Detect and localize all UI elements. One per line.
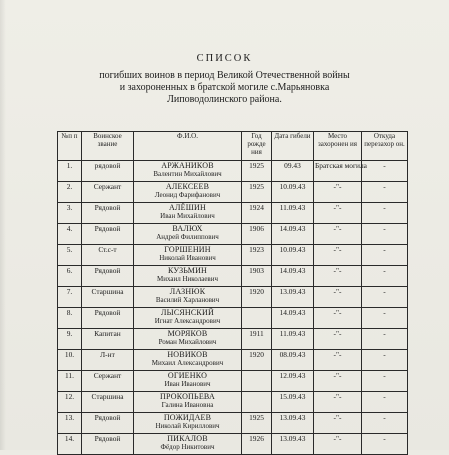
full-name-cell bbox=[134, 245, 242, 266]
row-number-cell: 3. bbox=[58, 203, 82, 224]
given-and-patronymic: Михаил Николаевич bbox=[156, 275, 218, 283]
table-row bbox=[58, 350, 408, 371]
full-name-cell bbox=[134, 224, 242, 245]
reburied-from-cell: - bbox=[362, 287, 408, 308]
burial-place-cell: -"- bbox=[314, 413, 362, 434]
table-row bbox=[58, 203, 408, 224]
birth-year-cell bbox=[242, 308, 272, 329]
table-row bbox=[58, 287, 408, 308]
document-subtitle-line-3: Липоводолинского района. bbox=[167, 94, 282, 105]
death-date-cell: 09.43 bbox=[272, 161, 314, 182]
given-and-patronymic: Андрей Филиппович bbox=[156, 233, 219, 241]
burial-place-cell: -"- bbox=[314, 434, 362, 455]
surname: ВАЛЮХ bbox=[172, 224, 203, 233]
table-row bbox=[58, 266, 408, 287]
given-and-patronymic: Николай Иванович bbox=[159, 254, 216, 262]
reburied-from-cell: - bbox=[362, 434, 408, 455]
surname: ГОРШЕНИН bbox=[164, 245, 211, 254]
table-row bbox=[58, 329, 408, 350]
birth-year-cell: 1924 bbox=[242, 203, 272, 224]
burial-place-cell: -"- bbox=[314, 287, 362, 308]
table-row bbox=[58, 371, 408, 392]
header-number: №п п bbox=[58, 132, 82, 161]
surname: НОВИКОВ bbox=[167, 350, 208, 359]
table-row bbox=[58, 308, 408, 329]
reburied-from-cell: - bbox=[362, 182, 408, 203]
burial-place-cell: -"- bbox=[314, 266, 362, 287]
full-name-cell bbox=[134, 329, 242, 350]
table-row bbox=[58, 182, 408, 203]
row-number-cell: 4. bbox=[58, 224, 82, 245]
surname: ПРОКОПЬЕВА bbox=[160, 392, 215, 401]
reburied-from-cell: - bbox=[362, 308, 408, 329]
header-reburied-from: Откуда перезахор он. bbox=[362, 132, 408, 161]
surname: АРЖАНИКОВ bbox=[161, 161, 214, 170]
birth-year-cell: 1920 bbox=[242, 350, 272, 371]
header-death-date: Дата гибели bbox=[272, 132, 314, 161]
death-date-cell: 13.09.43 bbox=[272, 413, 314, 434]
surname: АЛЁШИН bbox=[169, 203, 206, 212]
burial-place-cell: Братская могила bbox=[314, 161, 362, 182]
table-row bbox=[58, 245, 408, 266]
rank-cell: Рядовой bbox=[82, 266, 134, 287]
full-name-cell bbox=[134, 266, 242, 287]
rank-cell: Капитан bbox=[82, 329, 134, 350]
death-date-cell: 14.09.43 bbox=[272, 308, 314, 329]
burial-place-cell: -"- bbox=[314, 224, 362, 245]
given-and-patronymic: Иван Иванович bbox=[164, 380, 211, 388]
death-date-cell: 14.09.43 bbox=[272, 266, 314, 287]
table-row bbox=[58, 161, 408, 182]
death-date-cell: 14.09.43 bbox=[272, 224, 314, 245]
row-number-cell: 13. bbox=[58, 413, 82, 434]
given-and-patronymic: Фёдор Никитович bbox=[160, 443, 215, 451]
rank-cell: Ст.с-т bbox=[82, 245, 134, 266]
row-number-cell: 6. bbox=[58, 266, 82, 287]
birth-year-cell bbox=[242, 371, 272, 392]
header-birth-year: Год рожде ния bbox=[242, 132, 272, 161]
reburied-from-cell: - bbox=[362, 161, 408, 182]
given-and-patronymic: Валентин Михайлович bbox=[153, 170, 222, 178]
rank-cell: Л-нт bbox=[82, 350, 134, 371]
surname: АЛЕКСЕЕВ bbox=[165, 182, 210, 191]
rank-cell: Рядовой bbox=[82, 203, 134, 224]
table-row bbox=[58, 413, 408, 434]
rank-cell: Старшина bbox=[82, 287, 134, 308]
reburied-from-cell: - bbox=[362, 413, 408, 434]
document-subtitle-line-2: и захороненных в братской могиле с.Марьяновка bbox=[119, 82, 330, 93]
given-and-patronymic: Михаил Александрович bbox=[151, 359, 224, 367]
given-and-patronymic: Николай Кириллович bbox=[155, 422, 220, 430]
given-and-patronymic: Леонид Фарифанович bbox=[154, 191, 221, 199]
rank-cell: рядовой bbox=[82, 161, 134, 182]
table-row bbox=[58, 224, 408, 245]
death-date-cell: 10.09.43 bbox=[272, 245, 314, 266]
rank-cell: Старшина bbox=[82, 392, 134, 413]
reburied-from-cell: - bbox=[362, 350, 408, 371]
reburied-from-cell: - bbox=[362, 224, 408, 245]
row-number-cell: 1. bbox=[58, 161, 82, 182]
row-number-cell: 11. bbox=[58, 371, 82, 392]
reburied-from-cell: - bbox=[362, 392, 408, 413]
table-row bbox=[58, 434, 408, 455]
burial-place-cell: -"- bbox=[314, 245, 362, 266]
reburied-from-cell: - bbox=[362, 371, 408, 392]
surname: ЛЫСЯНСКИЙ bbox=[161, 308, 214, 317]
birth-year-cell: 1925 bbox=[242, 161, 272, 182]
birth-year-cell: 1911 bbox=[242, 329, 272, 350]
given-and-patronymic: Игнат Александрович bbox=[154, 317, 221, 325]
reburied-from-cell: - bbox=[362, 245, 408, 266]
rank-cell: Рядовой bbox=[82, 434, 134, 455]
row-number-cell: 12. bbox=[58, 392, 82, 413]
burial-list-table bbox=[57, 131, 408, 455]
burial-place-cell: -"- bbox=[314, 392, 362, 413]
row-number-cell: 10. bbox=[58, 350, 82, 371]
burial-place-cell: -"- bbox=[314, 350, 362, 371]
header-burial-place: Место захоронен ия bbox=[314, 132, 362, 161]
burial-place-cell: -"- bbox=[314, 308, 362, 329]
header-rank: Воинское звание bbox=[82, 132, 134, 161]
page-edge-shadow bbox=[0, 0, 6, 450]
surname: ОГИЕНКО bbox=[167, 371, 208, 380]
header-full-name: Ф.И.О. bbox=[134, 132, 242, 161]
row-number-cell: 7. bbox=[58, 287, 82, 308]
rank-cell: Рядовой bbox=[82, 308, 134, 329]
death-date-cell: 11.09.43 bbox=[272, 329, 314, 350]
birth-year-cell: 1906 bbox=[242, 224, 272, 245]
rank-cell: Сержант bbox=[82, 182, 134, 203]
document-title: СПИСОК bbox=[196, 53, 253, 64]
birth-year-cell: 1923 bbox=[242, 245, 272, 266]
surname: КУЗЬМИН bbox=[167, 266, 208, 275]
birth-year-cell: 1926 bbox=[242, 434, 272, 455]
surname: ПОЖИДАЕВ bbox=[163, 413, 212, 422]
given-and-patronymic: Галина Ивановна bbox=[161, 401, 214, 409]
rank-cell: Сержант bbox=[82, 371, 134, 392]
birth-year-cell: 1925 bbox=[242, 182, 272, 203]
full-name-cell bbox=[134, 371, 242, 392]
row-number-cell: 9. bbox=[58, 329, 82, 350]
burial-place-cell: -"- bbox=[314, 371, 362, 392]
table-row bbox=[58, 392, 408, 413]
birth-year-cell: 1925 bbox=[242, 413, 272, 434]
surname: МОРЯКОВ bbox=[167, 329, 208, 338]
given-and-patronymic: Василий Харланович bbox=[155, 296, 220, 304]
burial-place-cell: -"- bbox=[314, 182, 362, 203]
birth-year-cell bbox=[242, 392, 272, 413]
burial-place-cell: -"- bbox=[314, 203, 362, 224]
row-number-cell: 5. bbox=[58, 245, 82, 266]
death-date-cell: 08.09.43 bbox=[272, 350, 314, 371]
full-name-cell bbox=[134, 287, 242, 308]
death-date-cell: 11.09.43 bbox=[272, 203, 314, 224]
full-name-cell bbox=[134, 392, 242, 413]
death-date-cell: 13.09.43 bbox=[272, 287, 314, 308]
full-name-cell bbox=[134, 434, 242, 455]
rank-cell: Рядовой bbox=[82, 413, 134, 434]
given-and-patronymic: Иван Михайлович bbox=[160, 212, 215, 220]
row-number-cell: 2. bbox=[58, 182, 82, 203]
full-name-cell bbox=[134, 182, 242, 203]
given-and-patronymic: Роман Михайлович bbox=[158, 338, 217, 346]
table-header-row bbox=[58, 132, 408, 161]
surname: ПИКАЛОВ bbox=[167, 434, 208, 443]
death-date-cell: 13.09.43 bbox=[272, 434, 314, 455]
full-name-cell bbox=[134, 308, 242, 329]
burial-place-cell: -"- bbox=[314, 329, 362, 350]
birth-year-cell: 1920 bbox=[242, 287, 272, 308]
reburied-from-cell: - bbox=[362, 266, 408, 287]
birth-year-cell: 1903 bbox=[242, 266, 272, 287]
full-name-cell bbox=[134, 203, 242, 224]
document-subtitle-line-1: погибших воинов в период Великой Отечественной войны bbox=[99, 70, 350, 81]
reburied-from-cell: - bbox=[362, 203, 408, 224]
row-number-cell: 14. bbox=[58, 434, 82, 455]
rank-cell: Рядовой bbox=[82, 224, 134, 245]
full-name-cell bbox=[134, 350, 242, 371]
row-number-cell: 8. bbox=[58, 308, 82, 329]
reburied-from-cell: - bbox=[362, 329, 408, 350]
death-date-cell: 10.09.43 bbox=[272, 182, 314, 203]
full-name-cell bbox=[134, 161, 242, 182]
full-name-cell bbox=[134, 413, 242, 434]
death-date-cell: 12.09.43 bbox=[272, 371, 314, 392]
death-date-cell: 15.09.43 bbox=[272, 392, 314, 413]
surname: ЛАЗНЮК bbox=[169, 287, 206, 296]
